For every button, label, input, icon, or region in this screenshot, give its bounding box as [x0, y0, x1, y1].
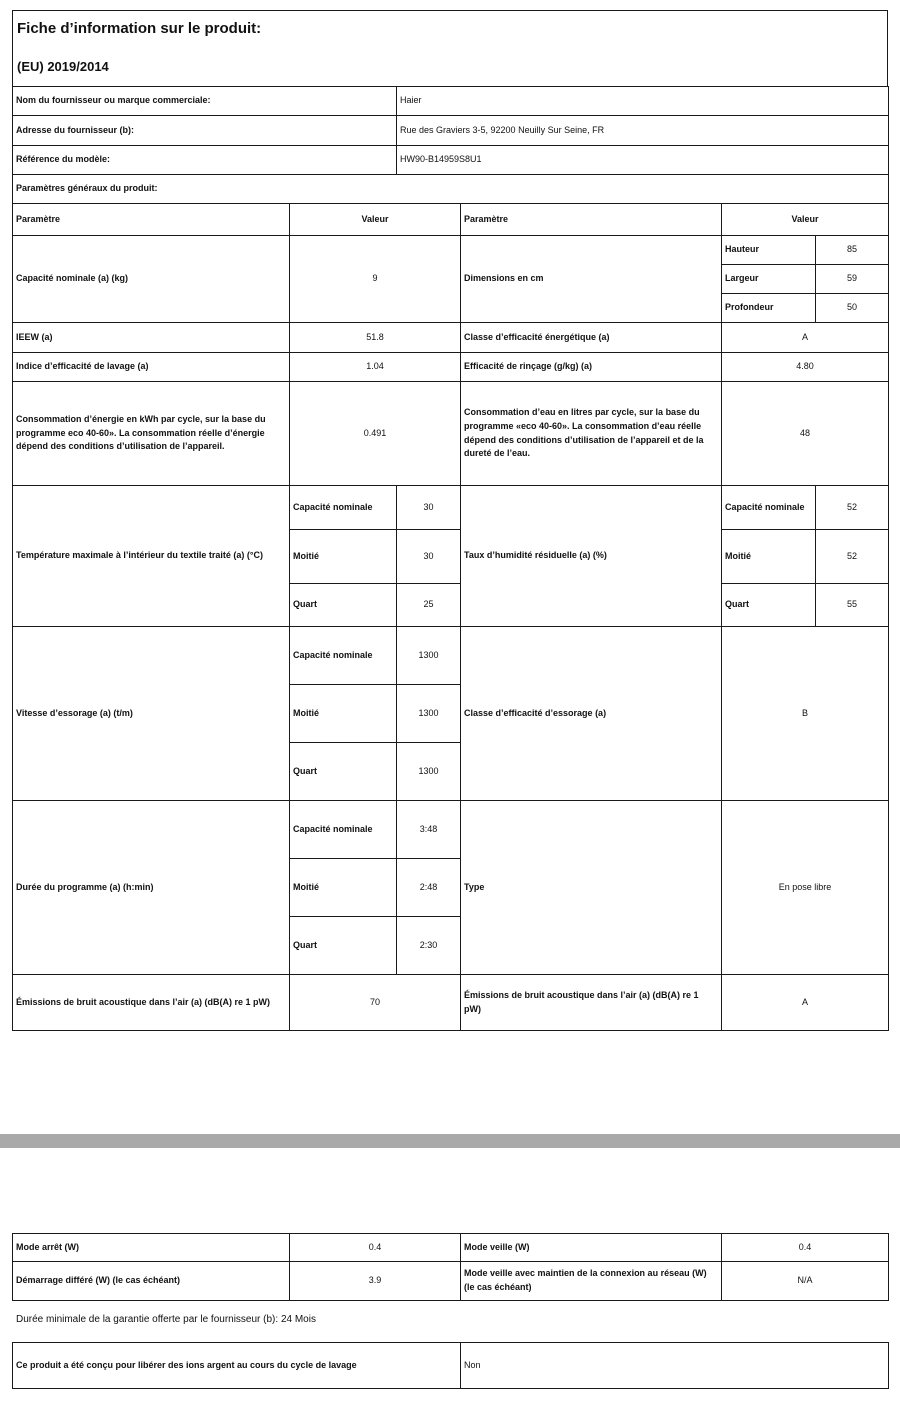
off-mode-value: 0.4 [290, 1234, 461, 1262]
temperature-quarter-value: 25 [397, 584, 461, 627]
energy-class-value: A [722, 323, 889, 353]
delay-start-value: 3.9 [290, 1262, 461, 1301]
supplier-address-label: Adresse du fournisseur (b): [13, 116, 397, 146]
regulation-reference: (EU) 2019/2014 [17, 59, 109, 74]
silver-ions-value: Non [461, 1343, 889, 1389]
noise-class-value: A [722, 975, 889, 1031]
parameters-table [12, 203, 889, 1031]
energy-consumption-label: Consommation d’énergie en kWh par cycle, sur la base du programme eco 40-60». La consommation réelle d’énergie dépend des conditions d’utilisation de l’appareil. [13, 382, 290, 486]
width-value: 59 [816, 265, 889, 294]
duration-half-value: 2:48 [397, 859, 461, 917]
spin-rated-value: 1300 [397, 627, 461, 685]
temperature-half-value: 30 [397, 530, 461, 584]
moisture-rated-label: Capacité nominale [722, 486, 816, 530]
sheet-header [12, 10, 888, 86]
height-label: Hauteur [722, 236, 816, 265]
temperature-quarter-label: Quart [290, 584, 397, 627]
noise-label: Émissions de bruit acoustique dans l’air (a) (dB(A) re 1 pW) [13, 975, 290, 1031]
duration-rated-label: Capacité nominale [290, 801, 397, 859]
silver-ions-table [12, 1342, 889, 1389]
spin-half-value: 1300 [397, 685, 461, 743]
type-label: Type [461, 801, 722, 975]
eeiw-value: 51.8 [290, 323, 461, 353]
general-parameters-label: Paramètres généraux du produit: [13, 175, 889, 204]
type-value: En pose libre [722, 801, 889, 975]
moisture-rated-value: 52 [816, 486, 889, 530]
duration-label: Durée du programme (a) (h:min) [13, 801, 290, 975]
spin-class-value: B [722, 627, 889, 801]
temperature-rated-label: Capacité nominale [290, 486, 397, 530]
wash-index-value: 1.04 [290, 353, 461, 382]
depth-value: 50 [816, 294, 889, 323]
moisture-half-label: Moitié [722, 530, 816, 584]
moisture-quarter-label: Quart [722, 584, 816, 627]
temperature-rated-value: 30 [397, 486, 461, 530]
networked-standby-label: Mode veille avec maintien de la connexion au réseau (W) (le cas échéant) [461, 1262, 722, 1301]
supplier-table [12, 86, 889, 204]
height-value: 85 [816, 236, 889, 265]
supplier-name-value: Haier [397, 87, 889, 116]
model-reference-value: HW90-B14959S8U1 [397, 146, 889, 175]
noise-class-label: Émissions de bruit acoustique dans l’air (a) (dB(A) re 1 pW) [461, 975, 722, 1031]
temperature-label: Température maximale à l’intérieur du textile traité (a) (°C) [13, 486, 290, 627]
rinse-label: Efficacité de rinçage (g/kg) (a) [461, 353, 722, 382]
off-mode-label: Mode arrêt (W) [13, 1234, 290, 1262]
spin-speed-label: Vitesse d’essorage (a) (t/m) [13, 627, 290, 801]
spin-half-label: Moitié [290, 685, 397, 743]
standby-value: 0.4 [722, 1234, 889, 1262]
standby-label: Mode veille (W) [461, 1234, 722, 1262]
section-divider [0, 1134, 900, 1148]
model-reference-label: Référence du modèle: [13, 146, 397, 175]
spin-class-label: Classe d’efficacité d’essorage (a) [461, 627, 722, 801]
eeiw-label: IEEW (a) [13, 323, 290, 353]
moisture-label: Taux d’humidité résiduelle (a) (%) [461, 486, 722, 627]
param-header-right: Paramètre [461, 204, 722, 236]
wash-index-label: Indice d’efficacité de lavage (a) [13, 353, 290, 382]
duration-quarter-label: Quart [290, 917, 397, 975]
power-table [12, 1233, 889, 1301]
supplier-name-label: Nom du fournisseur ou marque commerciale: [13, 87, 397, 116]
silver-ions-label: Ce produit a été conçu pour libérer des ions argent au cours du cycle de lavage [13, 1343, 461, 1389]
value-header-right: Valeur [722, 204, 889, 236]
spin-quarter-value: 1300 [397, 743, 461, 801]
warranty-note: Durée minimale de la garantie offerte par le fournisseur (b): 24 Mois [16, 1314, 316, 1325]
water-consumption-label: Consommation d’eau en litres par cycle, sur la base du programme «eco 40-60». La consommation d’eau réelle dépend des conditions d’utilisation de l’appareil et de la dureté de l’eau. [461, 382, 722, 486]
capacity-value: 9 [290, 236, 461, 323]
energy-class-label: Classe d’efficacité énergétique (a) [461, 323, 722, 353]
page-title: Fiche d’information sur le produit: [17, 20, 262, 37]
temperature-half-label: Moitié [290, 530, 397, 584]
duration-quarter-value: 2:30 [397, 917, 461, 975]
dimensions-label: Dimensions en cm [461, 236, 722, 323]
networked-standby-value: N/A [722, 1262, 889, 1301]
capacity-label: Capacité nominale (a) (kg) [13, 236, 290, 323]
param-header-left: Paramètre [13, 204, 290, 236]
delay-start-label: Démarrage différé (W) (le cas échéant) [13, 1262, 290, 1301]
rinse-value: 4.80 [722, 353, 889, 382]
moisture-half-value: 52 [816, 530, 889, 584]
spin-rated-label: Capacité nominale [290, 627, 397, 685]
energy-consumption-value: 0.491 [290, 382, 461, 486]
moisture-quarter-value: 55 [816, 584, 889, 627]
spin-quarter-label: Quart [290, 743, 397, 801]
value-header-left: Valeur [290, 204, 461, 236]
duration-half-label: Moitié [290, 859, 397, 917]
water-consumption-value: 48 [722, 382, 889, 486]
depth-label: Profondeur [722, 294, 816, 323]
width-label: Largeur [722, 265, 816, 294]
supplier-address-value: Rue des Graviers 3-5, 92200 Neuilly Sur Seine, FR [397, 116, 889, 146]
noise-value: 70 [290, 975, 461, 1031]
duration-rated-value: 3:48 [397, 801, 461, 859]
